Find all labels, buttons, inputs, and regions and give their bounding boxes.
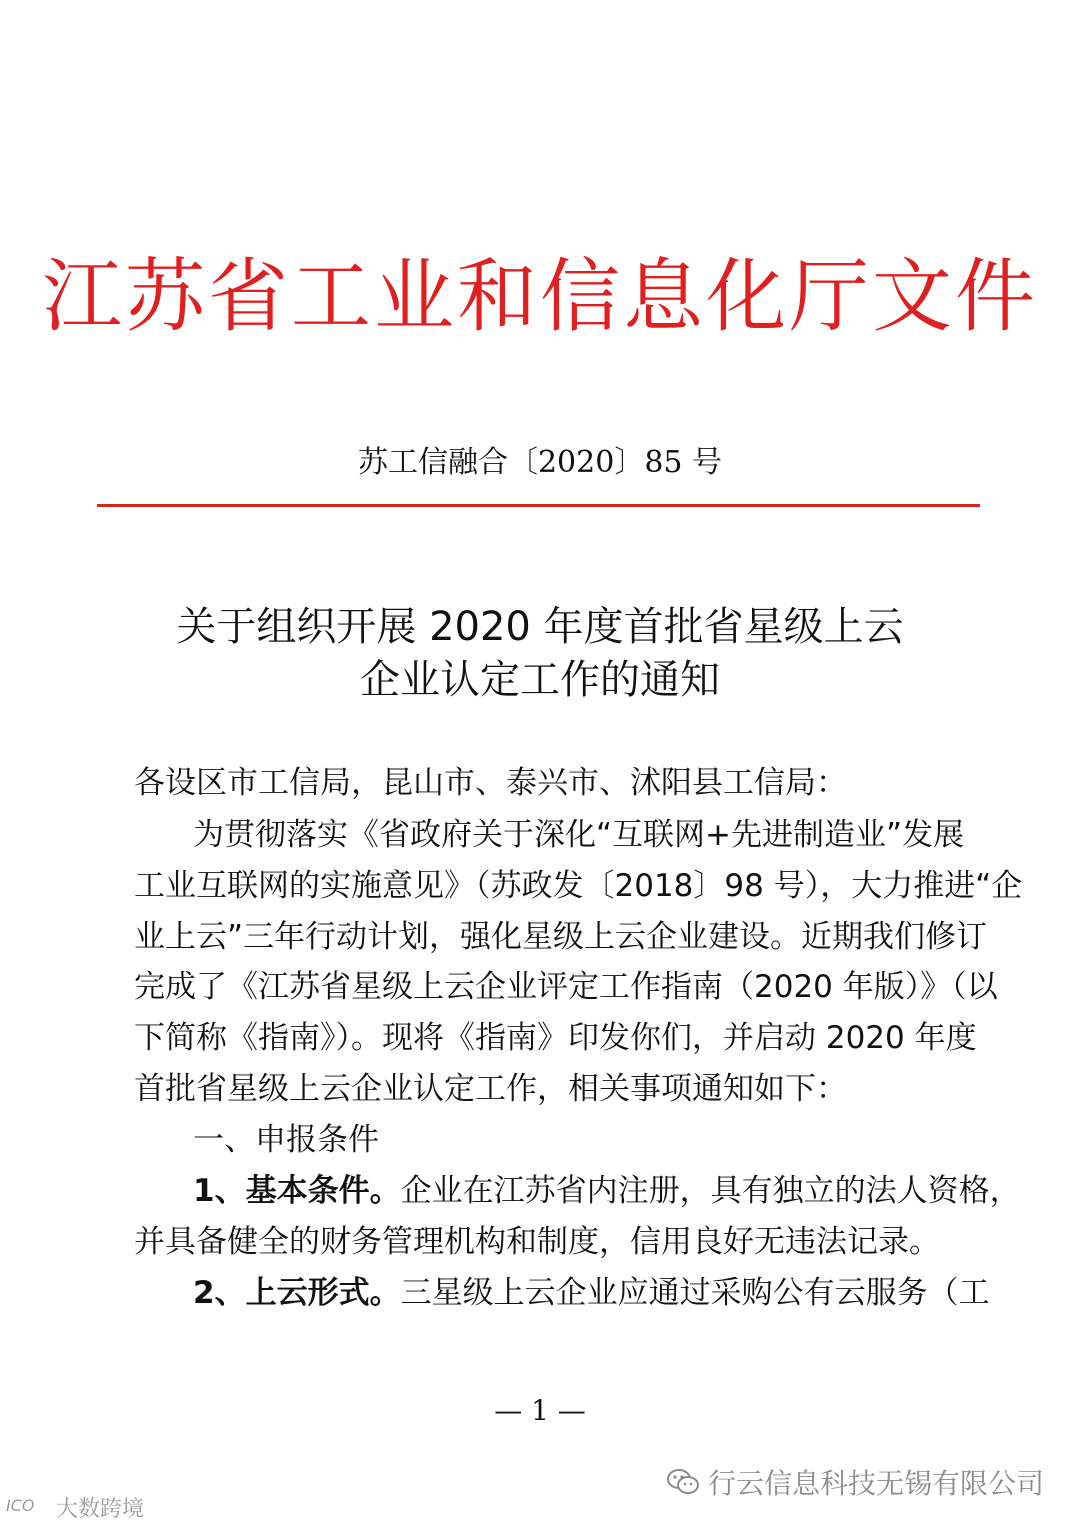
- brand-logo-icon: [6, 1493, 52, 1523]
- page-number: — 1 —: [494, 1394, 586, 1427]
- notice-title-line-1: 关于组织开展 2020 年度首批省星级上云: [176, 604, 904, 650]
- paragraph-line: 完成了《江苏省星级上云企业评定工作指南（2020 年版）》（以: [134, 969, 998, 1005]
- watermark-source: [6, 1492, 144, 1523]
- item-2-text: 三星级上云企业应通过采购公有云服务（工: [400, 1275, 990, 1311]
- document-number: 苏工信融合〔2020〕85 号: [357, 445, 723, 480]
- paragraph-line: 工业互联网的实施意见》（苏政发〔2018〕98 号），大力推进“企: [134, 868, 1023, 904]
- watermark-company-text: 行云信息科技无锡有限公司: [707, 1467, 1044, 1500]
- item-1-continuation: 并具备健全的财务管理机构和制度，信用良好无违法记录。: [134, 1224, 940, 1260]
- paragraph-line: 为贯彻落实《省政府关于深化“互联网+先进制造业”发展: [193, 817, 965, 853]
- addressee-line: 各设区市工信局，昆山市、泰兴市、沭阳县工信局：: [134, 765, 847, 801]
- watermark-source-text: 大数跨境: [56, 1497, 145, 1522]
- item-2-lead: 2、上云形式。: [193, 1275, 401, 1311]
- item-1-line: [193, 1165, 1021, 1210]
- paragraph-line: 下简称《指南》）。现将《指南》印发你们，并启动 2020 年度: [134, 1020, 977, 1056]
- paragraph-line: 首批省星级上云企业认定工作，相关事项通知如下：: [134, 1071, 847, 1107]
- item-1-text: 企业在江苏省内注册，具有独立的法人资格，: [400, 1173, 1021, 1209]
- wechat-icon: [666, 1468, 700, 1496]
- watermark-company: [666, 1462, 1044, 1502]
- agency-header-title: 江苏省工业和信息化厅文件: [42, 250, 1038, 343]
- section-heading: 一、申报条件: [193, 1122, 379, 1158]
- item-2-line: [193, 1267, 990, 1312]
- paragraph-line: 业上云”三年行动计划，强化星级上云企业建设。近期我们修订: [134, 919, 988, 955]
- red-divider-rule: [97, 504, 980, 507]
- item-1-lead: 1、基本条件。: [193, 1173, 401, 1209]
- notice-title-line-2: 企业认定工作的通知: [360, 657, 720, 703]
- svg-text:ICO: ICO: [6, 1495, 35, 1515]
